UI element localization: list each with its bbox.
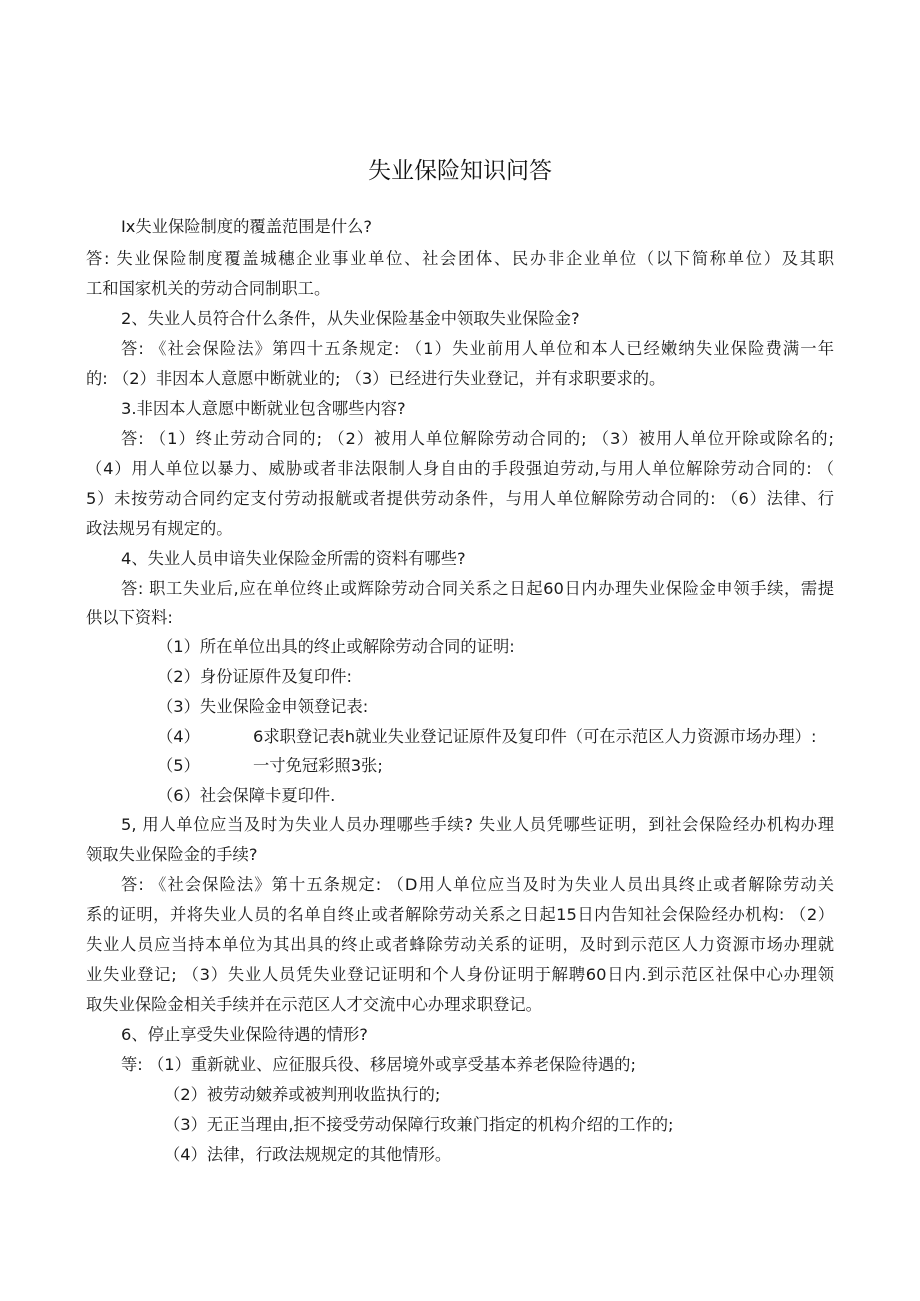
list-item-text: 一寸免冠彩照3张; <box>253 756 383 775</box>
answer-2-line-1: 答: 《社会保险法》第四十五条规定: （1）失业前用人单位和本人已经嫩纳失业保险费满一年 <box>121 339 834 358</box>
answer-5-line-2: 系的证明，并将失业人员的名单自终止或者解除劳动关系之日起15日内告知社会保险经办机构: （2） <box>86 905 834 924</box>
list-item <box>157 753 383 779</box>
answer-3-line-3: 5）未按劳动合同约定支付劳动报觥或者提供劳动条件，与用人单位解除劳动合同的: （6）法律、行 <box>86 489 834 508</box>
question-4: 4、失业人员申谙失业保险金所需的资料有哪些? <box>121 549 466 568</box>
list-item: （3）失业保险金申领登记表: <box>157 697 369 716</box>
answer-5-line-5: 取失业保险金相关手续并在示范区人才交流中心办理求职登记。 <box>86 995 542 1014</box>
question-6: 6、停止享受失业保险待遇的情形? <box>121 1025 368 1044</box>
list-item-text: 6求职登记表h就业失业登记证原件及复印件（可在示范区人力资源市场办理）: <box>253 727 817 746</box>
list-item: （4）法律，行政法规规定的其他情形。 <box>164 1145 452 1164</box>
answer-2-line-2: 的: （2）非因本人意愿中断就业的; （3）已经进行失业登记，并有求职要求的。 <box>86 369 666 388</box>
answer-3-line-4: 政法规另有规定的。 <box>86 519 233 538</box>
answer-3-line-1: 答: （1）终止劳动合同的; （2）被用人单位解除劳动合同的; （3）被用人单位开除或除名的; <box>121 429 834 448</box>
answer-1-line-1: 答: 失业保险制度覆盖城穗企业事业单位、社会团体、民办非企业单位（以下简称单位）及其职 <box>86 249 834 268</box>
list-item-number: （5） <box>157 756 200 775</box>
list-item: （3）无正当理由,拒不接受劳动保障行玫兼门指定的机构介绍的工作的; <box>164 1115 674 1134</box>
answer-4-line-2: 供以下资料: <box>86 608 173 627</box>
question-3: 3.非因本人意愿中断就业包含哪些内容? <box>121 399 406 418</box>
page-title: 失业保险知识问答 <box>368 158 552 184</box>
list-item: （2）身份证原件及复印件: <box>157 667 352 686</box>
answer-1-line-2: 工和国家机关的劳动合同制职工。 <box>86 279 331 298</box>
answer-4-line-1: 答: 职工失业后,应在单位终止或辉除劳动合同关系之日起60日内办理失业保险金申领手续，需提 <box>121 579 834 598</box>
question-1: Ix失业保险制度的覆盖范围是什么? <box>121 217 373 236</box>
answer-5-line-1: 答: 《社会保险法》第十五条规定: （D用人单位应当及时为失业人员出具终止或者解除劳动关 <box>121 875 834 894</box>
list-item: （1）所在单位出具的终止或解除劳动合同的证明: <box>157 637 515 656</box>
list-item-number: （4） <box>157 727 200 746</box>
list-item <box>157 724 817 750</box>
list-item: （6）社会保障卡夏印件. <box>157 786 336 805</box>
question-5-line-2: 领取失业保险金的手续? <box>86 845 258 864</box>
answer-3-line-2: （4）用人单位以暴力、威胁或者非法限制人身自由的手段强迫劳动,与用人单位解除劳动合同的: （ <box>86 459 834 478</box>
answer-6-line-1: 等: （1）重新就业、应征服兵役、移居境外或享受基本养老保险待遇的; <box>121 1055 636 1074</box>
answer-5-line-3: 失业人员应当持本单位为其出具的终止或者蜂除劳动关系的证明，及时到示范区人力资源市场办理就 <box>86 935 834 954</box>
question-2: 2、失业人员符合什么条件，从失业保险基金中领取失业保险金? <box>121 309 580 328</box>
list-item: （2）被劳动皴养或被判刑收监执行的; <box>164 1085 441 1104</box>
answer-5-line-4: 业失业登记; （3）失业人员凭失业登记证明和个人身份证明于解聘60日内.到示范区社保中心办理领 <box>86 965 834 984</box>
question-5-line-1: 5, 用人单位应当及时为失业人员办理哪些手续? 失业人员凭哪些证明，到社会保险经办机构办理 <box>121 815 834 834</box>
